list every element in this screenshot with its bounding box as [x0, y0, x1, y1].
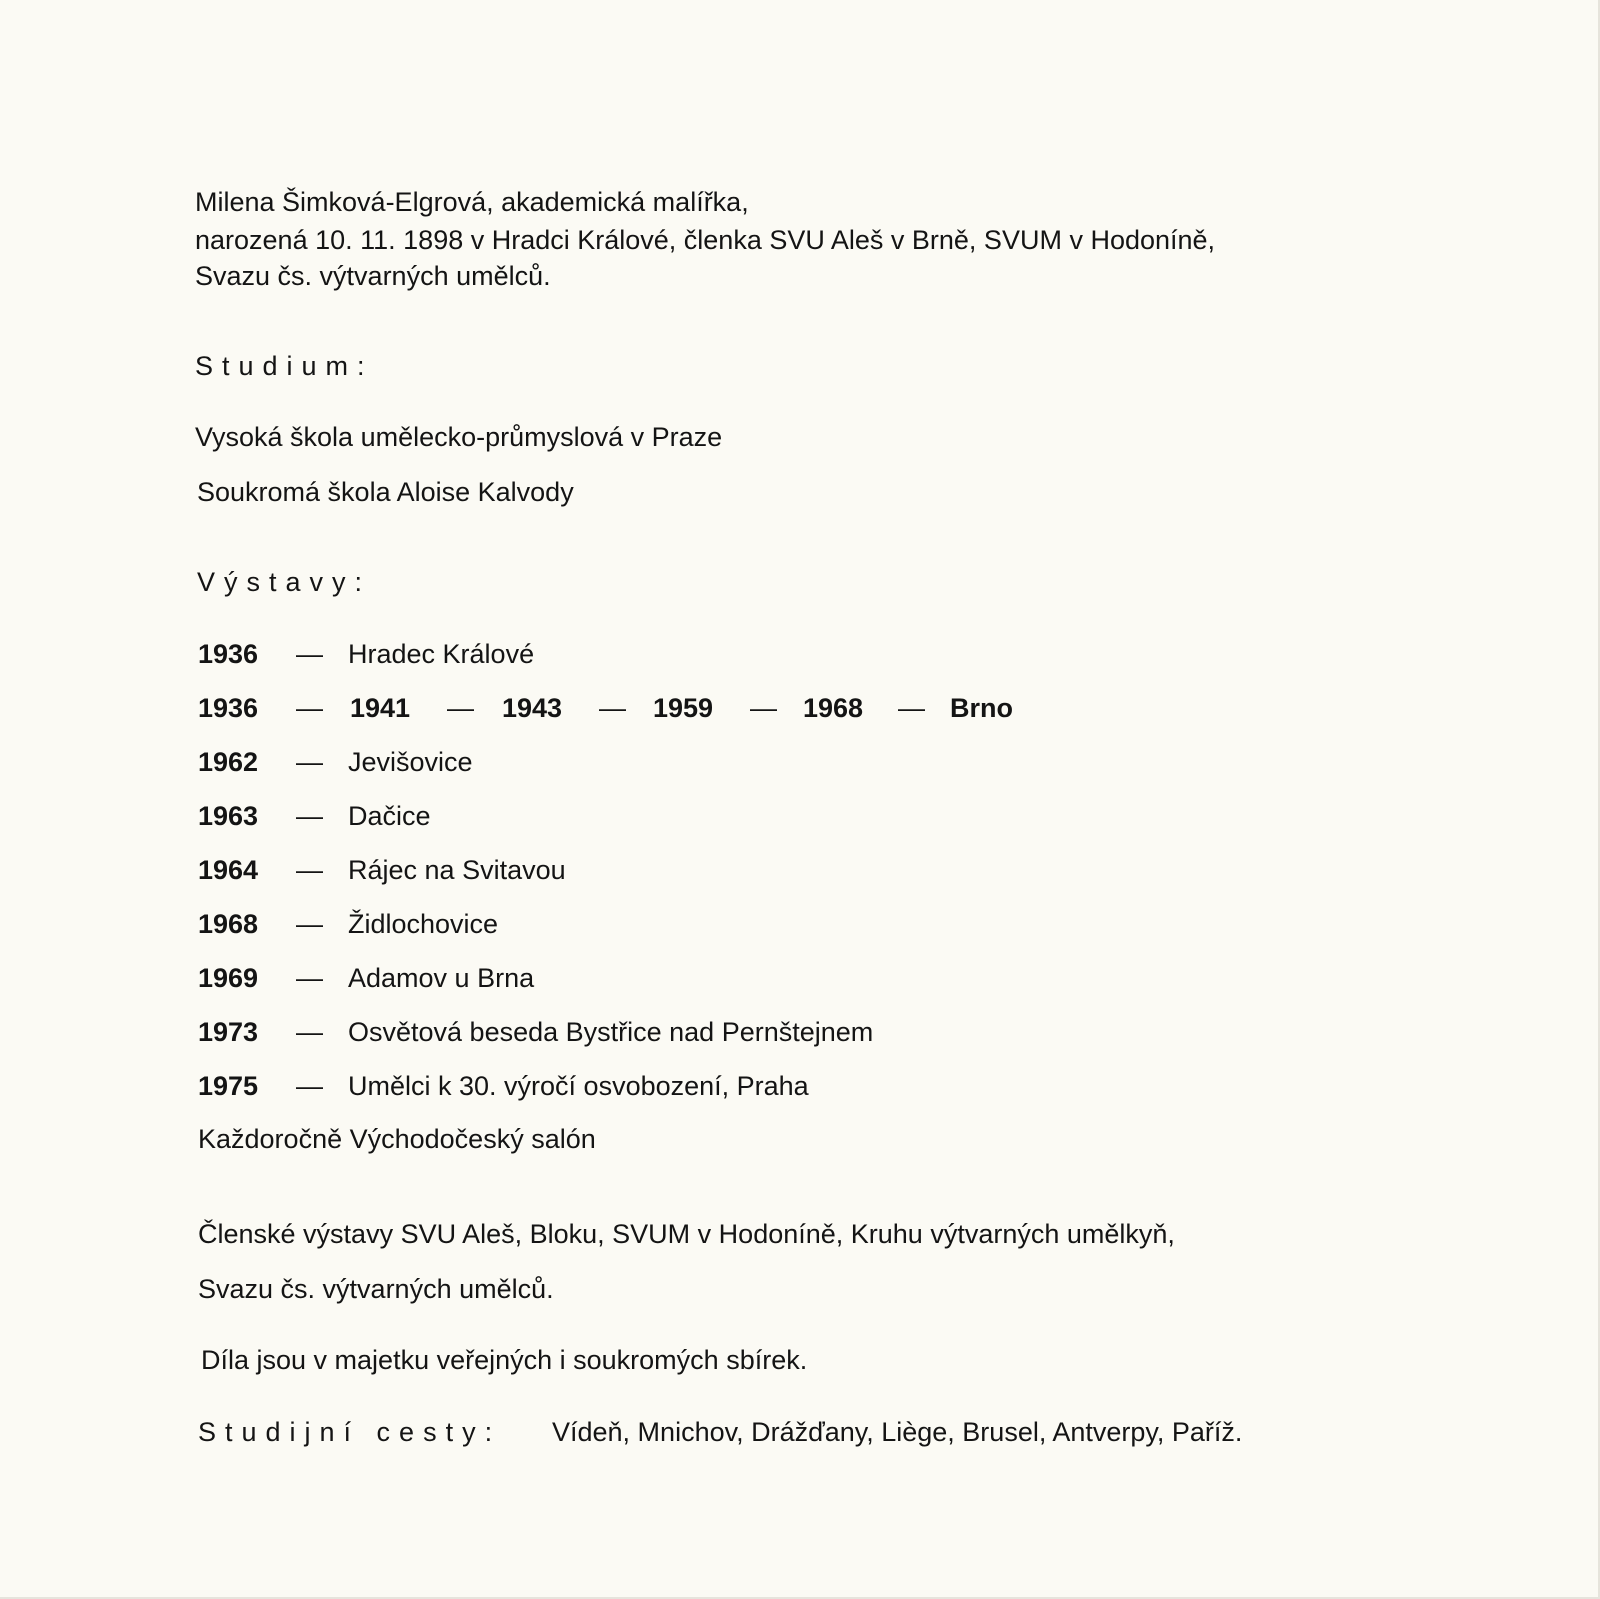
- intro-line-3: Svazu čs. výtvarných umělců.: [195, 261, 551, 291]
- exhibition-place: Dačice: [348, 801, 431, 831]
- exhibition-year: 1975: [198, 1071, 259, 1101]
- study-trips-places: Vídeň, Mnichov, Drážďany, Liège, Brusel, Antverpy, Paříž.: [552, 1417, 1243, 1447]
- exhibition-dash: —: [599, 693, 626, 723]
- exhibition-place: Židlochovice: [348, 909, 499, 939]
- exhibition-dash: —: [750, 693, 777, 723]
- member-exhibitions-line-2: Svazu čs. výtvarných umělců.: [198, 1274, 554, 1304]
- exhibition-year: 1964: [198, 855, 259, 885]
- exhibition-place: Jevišovice: [348, 747, 473, 777]
- exhibition-place: Brno: [950, 693, 1013, 723]
- exhibition-place: Rájec na Svitavou: [348, 855, 566, 885]
- vystavy-heading: Výstavy:: [197, 567, 372, 597]
- exhibition-dash: —: [296, 909, 323, 939]
- exhibition-year: 1973: [198, 1017, 259, 1047]
- exhibition-place: Hradec Králové: [348, 639, 535, 669]
- exhibition-extra-year: 1968: [803, 693, 864, 723]
- exhibition-place: Umělci k 30. výročí osvobození, Praha: [348, 1071, 809, 1101]
- exhibition-year: 1968: [198, 909, 259, 939]
- annual-exhibition: Každoročně Východočeský salón: [198, 1124, 596, 1154]
- works-collections: Díla jsou v majetku veřejných i soukromých sbírek.: [201, 1345, 808, 1375]
- member-exhibitions-line-1: Členské výstavy SVU Aleš, Bloku, SVUM v Hodoníně, Kruhu výtvarných umělkyň,: [198, 1219, 1175, 1249]
- exhibition-dash: —: [898, 693, 925, 723]
- exhibition-dash: —: [296, 693, 323, 723]
- exhibition-dash: —: [296, 1071, 323, 1101]
- intro-line-1: Milena Šimková-Elgrová, akademická malířka,: [195, 187, 749, 217]
- exhibition-year: 1963: [198, 801, 259, 831]
- exhibition-year: 1936: [198, 693, 259, 723]
- exhibition-place: Osvětová beseda Bystřice nad Pernštejnem: [348, 1017, 874, 1047]
- exhibition-dash: —: [296, 1017, 323, 1047]
- studium-heading: Studium:: [195, 351, 374, 381]
- exhibition-year: 1962: [198, 747, 259, 777]
- exhibition-dash: —: [296, 747, 323, 777]
- exhibition-extra-year: 1943: [502, 693, 563, 723]
- studium-item-2: Soukromá škola Aloise Kalvody: [197, 477, 574, 507]
- exhibition-year: 1936: [198, 639, 259, 669]
- exhibition-extra-year: 1959: [653, 693, 714, 723]
- exhibition-dash: —: [296, 801, 323, 831]
- exhibition-place: Adamov u Brna: [348, 963, 535, 993]
- exhibition-dash: —: [296, 639, 323, 669]
- studium-item-1: Vysoká škola umělecko-průmyslová v Praze: [195, 422, 723, 452]
- exhibition-dash: —: [296, 855, 323, 885]
- exhibition-dash: —: [447, 693, 474, 723]
- exhibition-extra-year: 1941: [350, 693, 411, 723]
- intro-line-2: narozená 10. 11. 1898 v Hradci Králové, členka SVU Aleš v Brně, SVUM v Hodoníně,: [195, 225, 1216, 255]
- study-trips-heading: Studijní cesty:: [198, 1417, 502, 1447]
- exhibition-dash: —: [296, 963, 323, 993]
- exhibition-year: 1969: [198, 963, 259, 993]
